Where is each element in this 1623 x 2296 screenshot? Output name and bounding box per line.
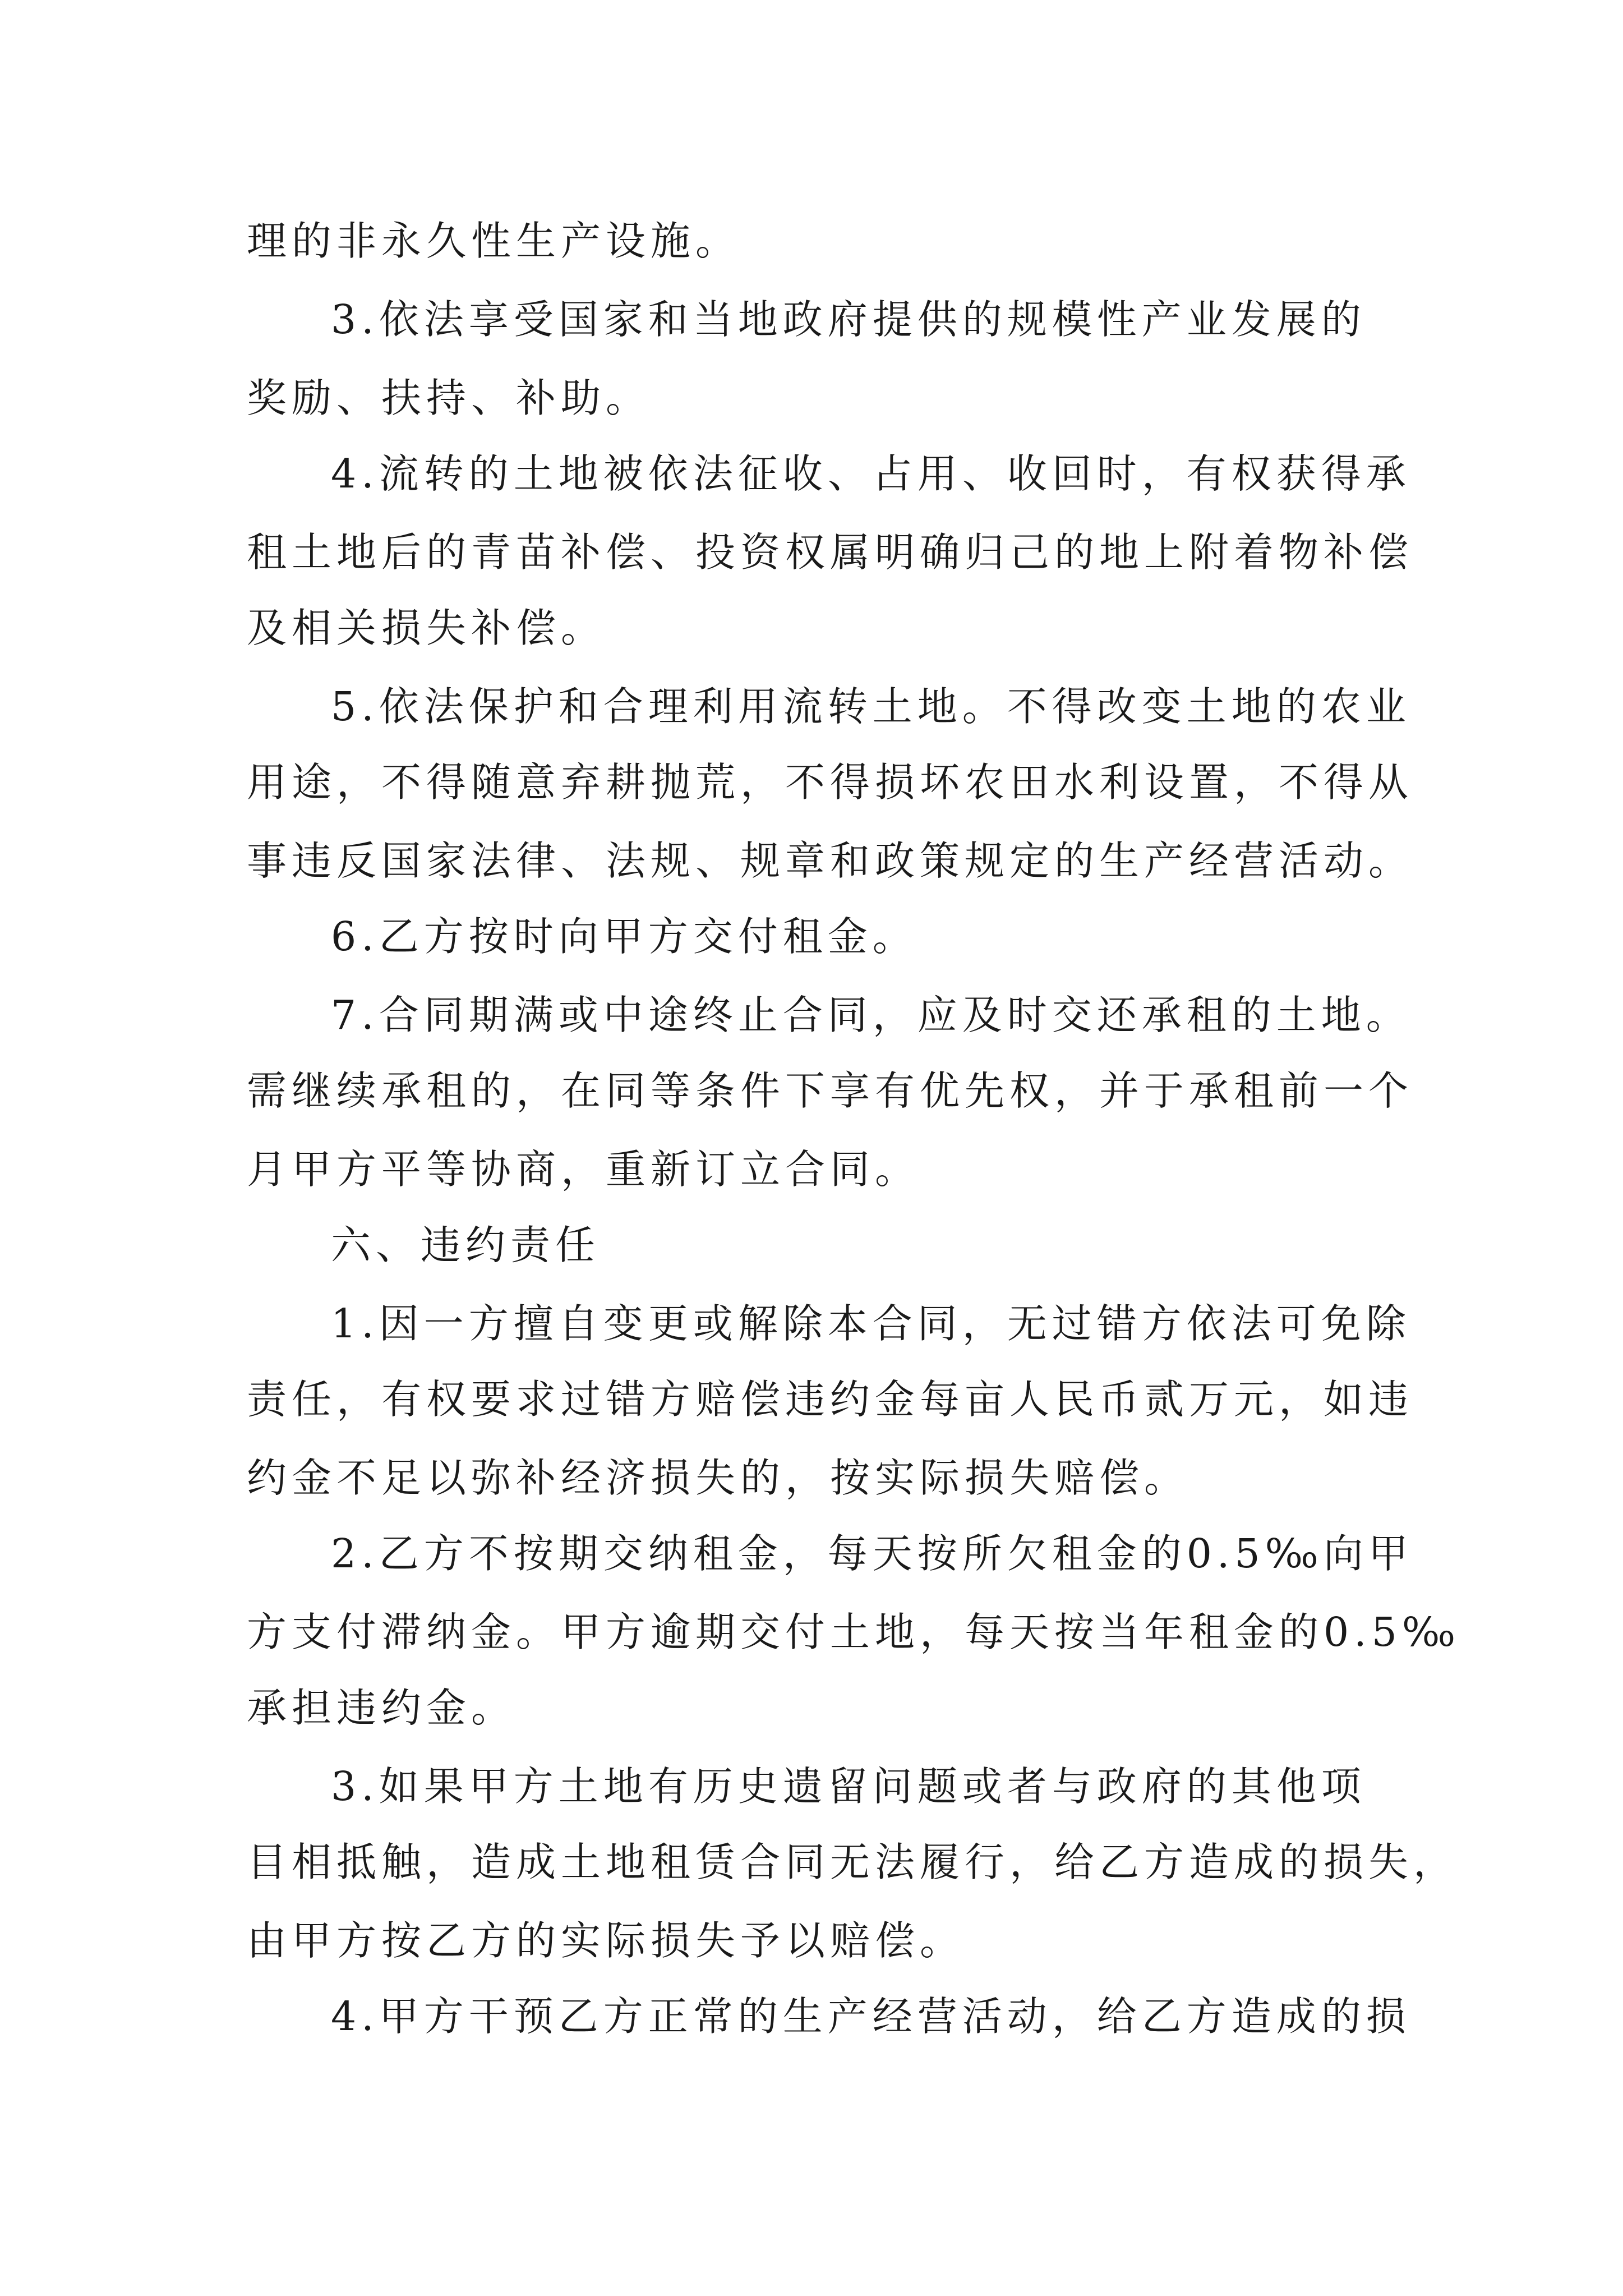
- text-line: 5.依法保护和合理利用流转土地。不得改变土地的农业: [331, 683, 1411, 730]
- text-line: 目相抵触，造成土地租赁合同无法履行，给乙方造成的损失，: [247, 1839, 1459, 1885]
- text-line: 责任，有权要求过错方赔偿违约金每亩人民币贰万元，如违: [247, 1376, 1414, 1423]
- text-line: 及相关损失补偿。: [247, 605, 606, 651]
- text-line: 6.乙方按时向甲方交付租金。: [331, 913, 917, 960]
- text-line: 需继续承租的，在同等条件下享有优先权，并于承租前一个: [247, 1068, 1414, 1114]
- text-line: 月甲方平等协商，重新订立合同。: [247, 1146, 920, 1193]
- text-line: 3.如果甲方土地有历史遗留问题或者与政府的其他项: [331, 1763, 1366, 1810]
- text-line: 租土地后的青苗补偿、投资权属明确归己的地上附着物补偿: [247, 529, 1414, 576]
- text-line: 7.合同期满或中途终止合同，应及时交还承租的土地。: [331, 992, 1411, 1038]
- text-line: 方支付滞纳金。甲方逾期交付土地，每天按当年租金的0.5‰: [247, 1609, 1461, 1655]
- text-line: 1.因一方擅自变更或解除本合同，无过错方依法可免除: [331, 1300, 1411, 1347]
- text-line: 约金不足以弥补经济损失的，按实际损失赔偿。: [247, 1455, 1189, 1501]
- text-line: 用途，不得随意弃耕抛荒，不得损坏农田水利设置，不得从: [247, 759, 1414, 806]
- text-line: 3.依法享受国家和当地政府提供的规模性产业发展的: [331, 296, 1366, 343]
- section-heading: 六、违约责任: [331, 1222, 601, 1268]
- text-line: 2.乙方不按期交纳租金，每天按所欠租金的0.5‰向甲: [331, 1530, 1413, 1577]
- text-line: 承担违约金。: [247, 1685, 517, 1731]
- text-line: 4.流转的土地被依法征收、占用、收回时，有权获得承: [331, 450, 1411, 497]
- text-line: 事违反国家法律、法规、规章和政策规定的生产经营活动。: [247, 838, 1414, 884]
- text-line: 由甲方按乙方的实际损失予以赔偿。: [247, 1917, 965, 1964]
- text-line: 理的非永久性生产设施。: [247, 218, 741, 264]
- text-line: 4.甲方干预乙方正常的生产经营活动，给乙方造成的损: [331, 1993, 1411, 2040]
- text-line: 奖励、扶持、补助。: [247, 375, 651, 421]
